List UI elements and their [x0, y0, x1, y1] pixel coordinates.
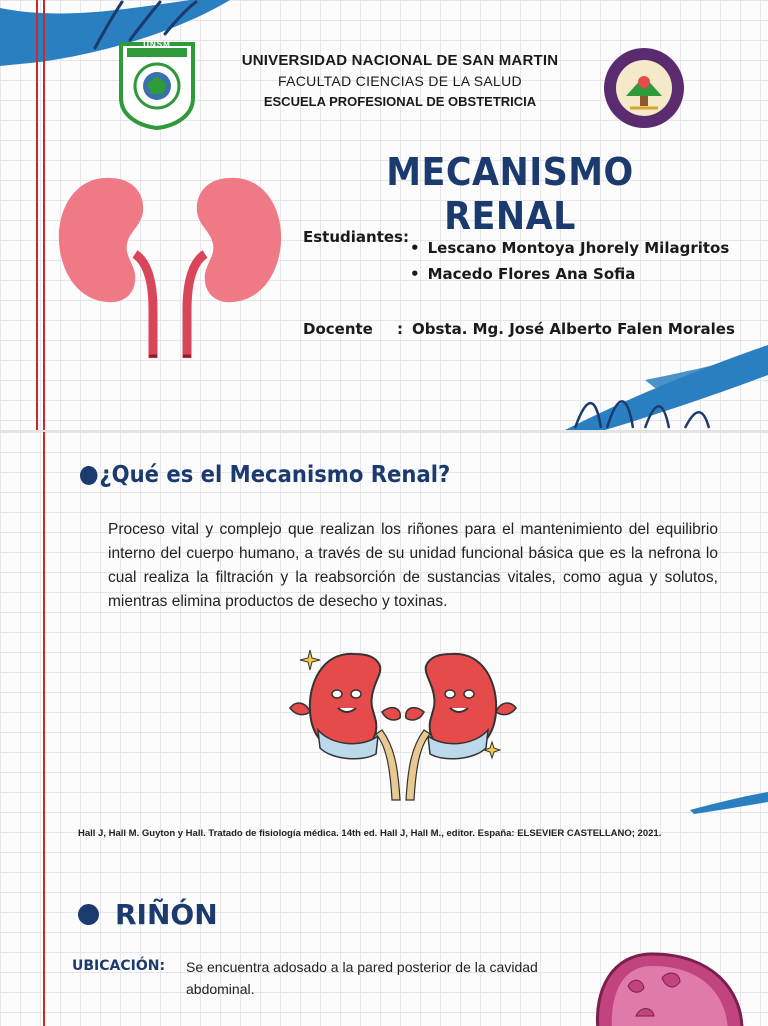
definition-paragraph: Proceso vital y complejo que realizan los riñones para el mantenimiento del equilibrio interno del cuerpo humano, a través de su unidad funcional básica que es la nefrona lo cual realiza la filtración y la reabsorción de sustancias vitales, como agua y solutos, mientras elimina productos de desecho y toxinas.: [108, 521, 718, 610]
cover-slide: [0, 0, 768, 430]
bullet-dot: [80, 466, 97, 485]
reference-citation: Hall J, Hall M. Guyton y Hall. Tratado de fisiología médica. 14th ed. Hall J, Hall M., editor. España: ELSEVIER CASTELLANO; 2021.: [78, 828, 662, 839]
school-name: ESCUELA PROFESIONAL DE OBSTETRICIA: [263, 94, 537, 109]
section-heading-text: RIÑÓN: [115, 898, 218, 931]
students-list: [410, 239, 729, 291]
cover-title: MECANISMO RENAL: [386, 150, 634, 238]
student-name: • Macedo Flores Ana Sofia: [410, 265, 729, 283]
brush-stroke-side: [690, 790, 768, 814]
location-label: UBICACIÓN:: [72, 958, 166, 974]
margin-line: [36, 0, 38, 430]
unsm-logo: [117, 40, 197, 130]
section-heading-que-es: [80, 462, 450, 488]
brush-stroke-bottom: [545, 340, 768, 430]
university-name: UNIVERSIDAD NACIONAL DE SAN MARTIN: [241, 52, 559, 69]
teacher-label: Docente: [303, 320, 373, 338]
content-slide: [0, 430, 768, 1026]
cartoon-kidneys: [282, 642, 527, 802]
university-header: [200, 52, 600, 109]
bullet-dot: [78, 904, 99, 925]
margin-line: [43, 0, 45, 430]
students-label: Estudiantes:: [303, 228, 409, 246]
faculty-name: FACULTAD CIENCIAS DE LA SALUD: [278, 73, 522, 89]
student-name: • Lescano Montoya Jhorely Milagritos: [410, 239, 729, 257]
margin-line: [43, 432, 45, 1026]
location-text: Se encuentra adosado a la pared posterior de la cavidad abdominal.: [186, 959, 538, 997]
unsm-logo-text: UNSM: [143, 40, 171, 49]
teacher-separator: :: [397, 320, 403, 338]
section-heading-rinon: [78, 898, 218, 931]
kidney-cross-section: [592, 950, 768, 1026]
teacher-name: Obsta. Mg. José Alberto Falen Morales: [412, 320, 735, 338]
kidney-illustration: [55, 170, 285, 365]
faculty-logo: [600, 46, 690, 130]
section-heading-text: ¿Qué es el Mecanismo Renal?: [99, 462, 451, 488]
